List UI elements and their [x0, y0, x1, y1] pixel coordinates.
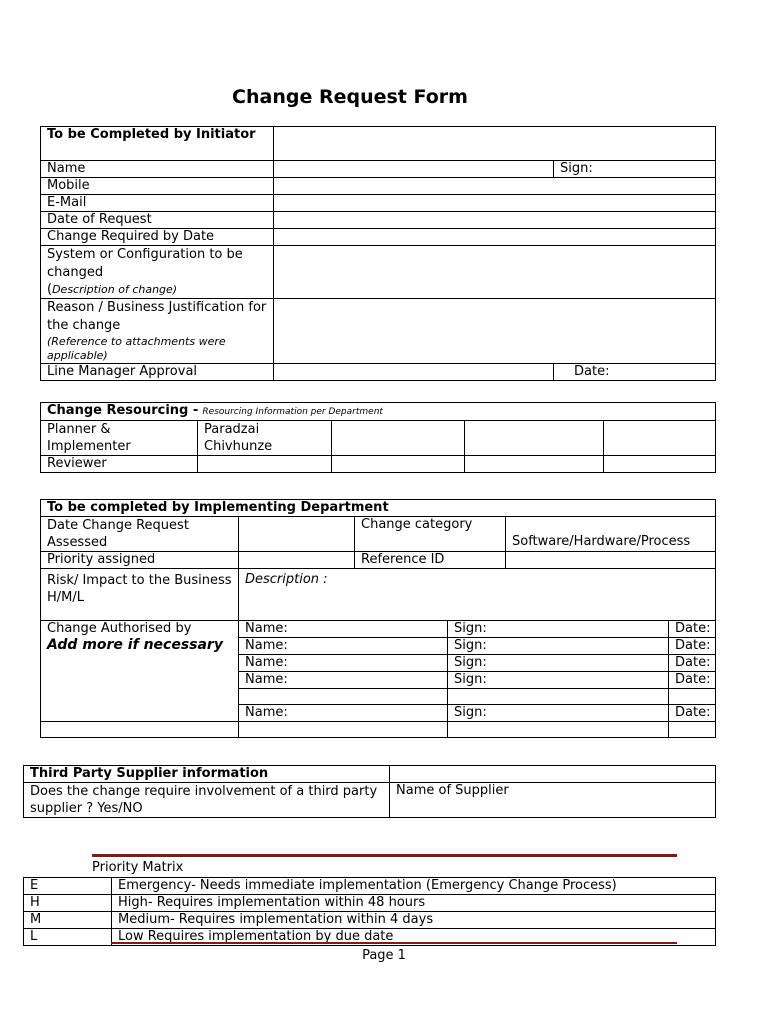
- page-number: Page 1: [362, 948, 406, 963]
- auth-row-4-sign[interactable]: Sign:: [448, 672, 669, 689]
- priority-desc: Emergency- Needs immediate implementation (Emergency Change Process): [112, 878, 716, 895]
- auth-row-3-sign[interactable]: Sign:: [448, 655, 669, 672]
- reviewer-cell-5[interactable]: [604, 456, 716, 473]
- name-label: Name: [41, 161, 274, 178]
- date-assessed-label: Date Change Request Assessed: [41, 517, 239, 552]
- mobile-field[interactable]: [274, 178, 716, 195]
- change-required-by-field[interactable]: [274, 229, 716, 246]
- system-config-prefix: (: [47, 282, 53, 297]
- priority-code: E: [24, 878, 112, 895]
- reviewer-cell-2[interactable]: [198, 456, 332, 473]
- implementing-header: To be completed by Implementing Department: [41, 500, 716, 517]
- priority-code: H: [24, 895, 112, 912]
- auth-row-4-name[interactable]: Name:: [239, 672, 448, 689]
- implementing-table: [40, 499, 716, 738]
- auth-row-6-date[interactable]: Date:: [669, 705, 716, 722]
- auth-row-2-sign[interactable]: Sign:: [448, 638, 669, 655]
- line-manager-field[interactable]: [274, 364, 554, 381]
- priority-desc: Low Requires implementation by due date: [112, 929, 716, 946]
- auth-row-7-name[interactable]: [239, 722, 448, 738]
- reviewer-cell-4[interactable]: [465, 456, 604, 473]
- priority-code: M: [24, 912, 112, 929]
- auth-row-5-sign[interactable]: [448, 689, 669, 705]
- priority-bottom-rule: [111, 942, 677, 944]
- initiator-header-blank[interactable]: [274, 127, 716, 161]
- risk-label: Risk/ Impact to the Business H/M/L: [41, 569, 239, 621]
- reason-text: Reason / Business Justification for the change: [47, 300, 267, 333]
- system-config-note: Description of change): [52, 283, 178, 296]
- priority-matrix-table: [23, 877, 716, 946]
- risk-description-field[interactable]: Description :: [239, 569, 716, 621]
- priority-assigned-field[interactable]: [239, 552, 355, 569]
- system-config-field[interactable]: [274, 246, 716, 299]
- auth-row-5-name[interactable]: [239, 689, 448, 705]
- line-manager-date-label[interactable]: Date:: [554, 364, 716, 381]
- third-party-header: Third Party Supplier information: [24, 766, 390, 783]
- auth-row-2-date[interactable]: Date:: [669, 638, 716, 655]
- auth-row-7-sign[interactable]: [448, 722, 669, 738]
- mobile-label: Mobile: [41, 178, 274, 195]
- auth-row-3-date[interactable]: Date:: [669, 655, 716, 672]
- auth-row-1-date[interactable]: Date:: [669, 621, 716, 638]
- third-party-question[interactable]: Does the change require involvement of a third party supplier ? Yes/NO: [24, 783, 390, 818]
- planner-label: Planner & Implementer: [41, 421, 198, 456]
- system-config-text: System or Configuration to be changed: [47, 247, 243, 280]
- auth-row-1-sign[interactable]: Sign:: [448, 621, 669, 638]
- initiator-header: To be Completed by Initiator: [41, 127, 274, 161]
- auth-row-6-sign[interactable]: Sign:: [448, 705, 669, 722]
- initiator-table: [40, 126, 716, 381]
- auth-row-3-name[interactable]: Name:: [239, 655, 448, 672]
- third-party-header-blank: [390, 766, 716, 783]
- auth-row-7-label: [41, 722, 239, 738]
- third-party-table: [23, 765, 716, 818]
- reference-id-field[interactable]: [506, 552, 716, 569]
- resourcing-table: [40, 402, 716, 473]
- priority-desc: High- Requires implementation within 48 hours: [112, 895, 716, 912]
- planner-cell-4[interactable]: [465, 421, 604, 456]
- resourcing-subtitle: Resourcing Information per Department: [202, 407, 383, 417]
- reason-field[interactable]: [274, 299, 716, 364]
- email-label: E-Mail: [41, 195, 274, 212]
- auth-row-2-name[interactable]: Name:: [239, 638, 448, 655]
- email-field[interactable]: [274, 195, 716, 212]
- date-of-request-label: Date of Request: [41, 212, 274, 229]
- change-category-value[interactable]: Software/Hardware/Process: [506, 517, 716, 552]
- auth-row-7-date[interactable]: [669, 722, 716, 738]
- change-required-by-label: Change Required by Date: [41, 229, 274, 246]
- authorised-by-label: Change Authorised by: [47, 621, 192, 636]
- add-more-note: Add more if necessary: [47, 637, 223, 653]
- resourcing-header: [41, 403, 716, 421]
- name-field[interactable]: [274, 161, 554, 178]
- resourcing-title: Change Resourcing -: [47, 403, 199, 418]
- reason-note: (Reference to attachments were applicable): [47, 335, 226, 362]
- planner-cell-5[interactable]: [604, 421, 716, 456]
- reviewer-label: Reviewer: [41, 456, 198, 473]
- authorised-by-cell: [41, 621, 239, 722]
- auth-row-4-date[interactable]: Date:: [669, 672, 716, 689]
- priority-code: L: [24, 929, 112, 946]
- auth-row-1-name[interactable]: Name:: [239, 621, 448, 638]
- priority-matrix-label: Priority Matrix: [92, 860, 184, 875]
- reviewer-cell-3[interactable]: [332, 456, 465, 473]
- sign-label[interactable]: Sign:: [554, 161, 716, 178]
- page-title: Change Request Form: [232, 86, 468, 108]
- date-assessed-field[interactable]: [239, 517, 355, 552]
- priority-desc: Medium- Requires implementation within 4 days: [112, 912, 716, 929]
- reason-label: [41, 299, 274, 364]
- auth-row-5-date[interactable]: [669, 689, 716, 705]
- supplier-name-label[interactable]: Name of Supplier: [390, 783, 716, 818]
- change-category-label: Change category: [355, 517, 506, 552]
- planner-value[interactable]: Paradzai Chivhunze: [198, 421, 332, 456]
- reference-id-label: Reference ID: [355, 552, 506, 569]
- line-manager-label: Line Manager Approval: [41, 364, 274, 381]
- auth-row-6-name[interactable]: Name:: [239, 705, 448, 722]
- planner-cell-3[interactable]: [332, 421, 465, 456]
- priority-top-rule: [92, 854, 677, 857]
- system-config-label: [41, 246, 274, 299]
- date-of-request-field[interactable]: [274, 212, 716, 229]
- priority-assigned-label: Priority assigned: [41, 552, 239, 569]
